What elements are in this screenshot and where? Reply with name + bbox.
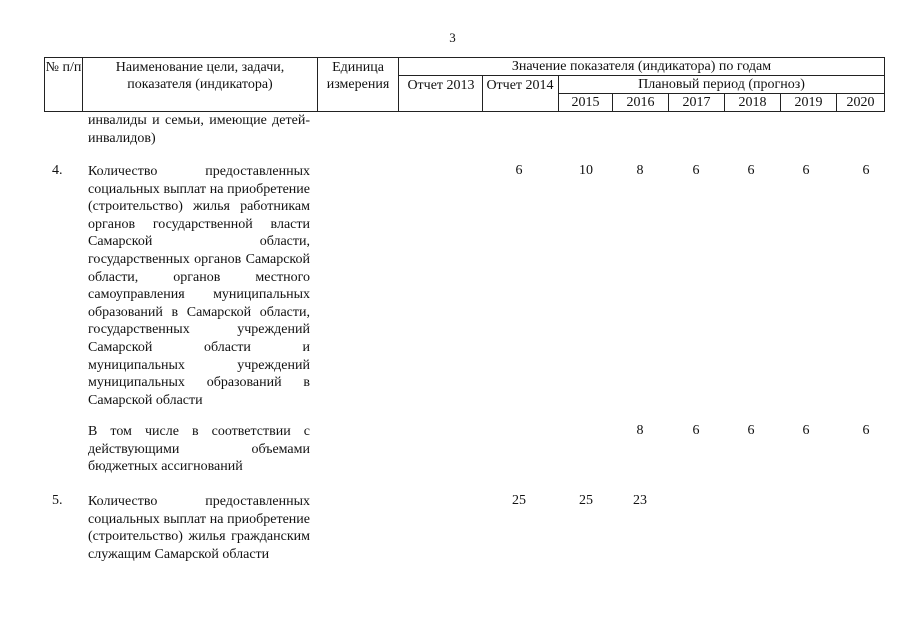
page-number: 3	[449, 30, 456, 45]
value-2014: 25	[579, 493, 593, 508]
row-indicator-name: Количество предоставленных социальных выплат на приобретение (строительство) жилья гражданским служащим Самарской области	[88, 494, 310, 562]
header-vline	[482, 75, 483, 112]
value-2013: 6	[515, 163, 523, 178]
header-year: 2019	[794, 95, 823, 110]
value-2017: 6	[747, 163, 755, 178]
header-year: 2020	[846, 95, 875, 110]
row-number: 5.	[52, 493, 63, 508]
value-2016: 6	[692, 163, 700, 178]
row-continuation-text: инвалиды и семьи, имеющие детей-инвалидов)	[88, 113, 310, 146]
header-plan-period: Плановый период (прогноз)	[638, 77, 805, 92]
header-year: 2017	[682, 95, 711, 110]
value-2018: 6	[802, 163, 810, 178]
header-col-name: Наименование цели, задачи, показателя (индикатора)	[115, 60, 285, 92]
value-2015: 23	[633, 493, 647, 508]
value-2019: 6	[862, 423, 870, 438]
header-year: 2016	[626, 95, 655, 110]
header-col-num: № п/п	[45, 60, 82, 75]
value-2016: 6	[692, 423, 700, 438]
row-number: 4.	[52, 163, 63, 178]
value-2014: 10	[579, 163, 593, 178]
header-vline	[82, 57, 83, 112]
value-2018: 6	[802, 423, 810, 438]
header-year: 2018	[738, 95, 767, 110]
value-2015: 8	[636, 423, 644, 438]
header-year: 2015	[571, 95, 600, 110]
row-subindicator-name: В том числе в соответствии с действующими объемами бюджетных ассигнований	[88, 424, 310, 475]
value-2013: 25	[512, 493, 526, 508]
header-report-2013: Отчет 2013	[407, 78, 475, 93]
row-indicator-name: Количество предоставленных социальных выплат на приобретение (строительство) жилья работникам органов государственной власти Самарской области, государственных органов Самарской области, органов местного самоуправления муниципальных образований в Самарской области, государственных учреждений Самарской области и муниципальных учреждений муниципальных образований в Самарской области	[88, 164, 310, 408]
value-2017: 6	[747, 423, 755, 438]
header-col-values: Значение показателя (индикатора) по годам	[511, 59, 772, 74]
header-col-unit: Единица измерения	[326, 60, 390, 92]
value-2019: 6	[862, 163, 870, 178]
value-2015: 8	[636, 163, 644, 178]
header-report-2014: Отчет 2014	[486, 78, 554, 93]
header-vline	[884, 57, 885, 112]
